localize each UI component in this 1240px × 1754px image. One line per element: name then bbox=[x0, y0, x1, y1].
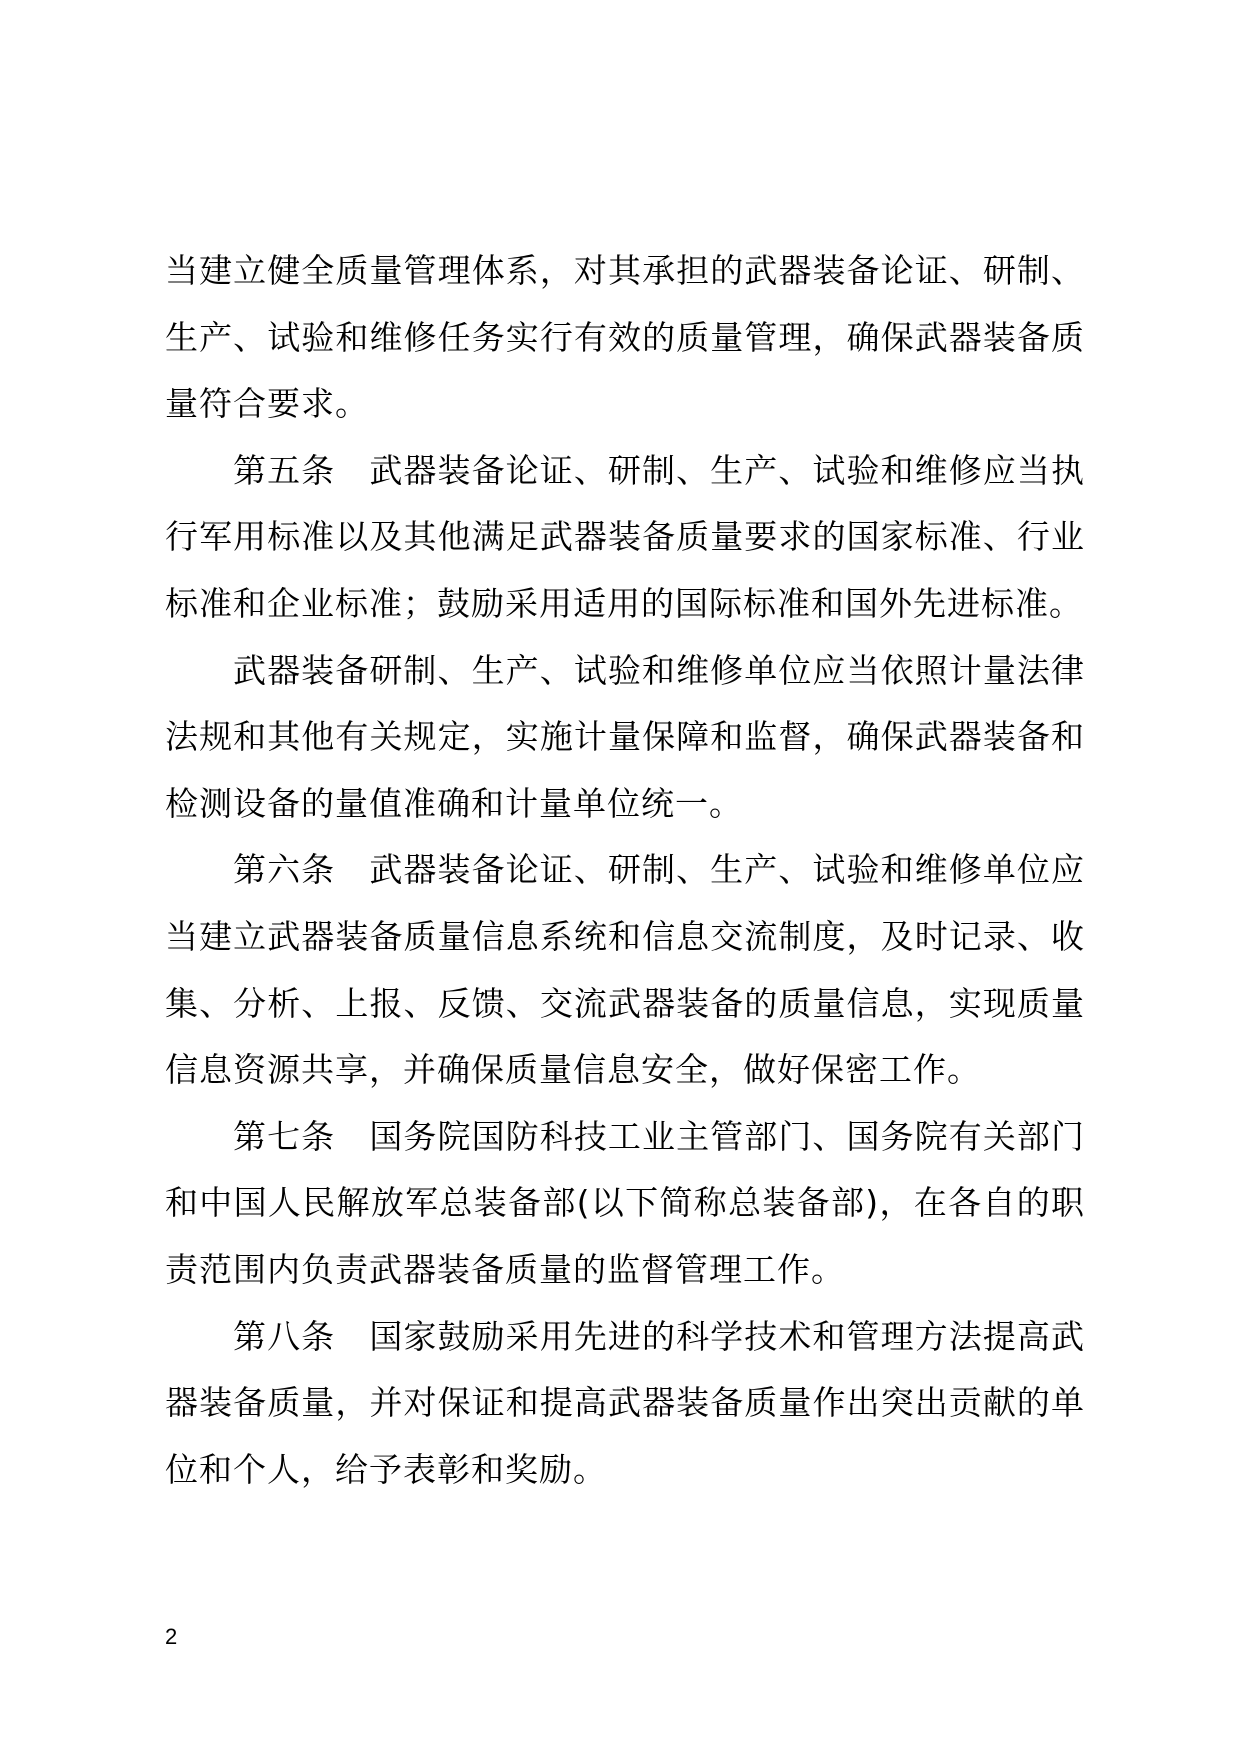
paragraph-article-8: 第八条 国家鼓励采用先进的科学技术和管理方法提高武器装备质量，并对保证和提高武器装备质量作出突出贡献的单位和个人，给予表彰和奖励。 bbox=[165, 1316, 1085, 1489]
paragraph-article-5: 第五条 武器装备论证、研制、生产、试验和维修应当执行军用标准以及其他满足武器装备质量要求的国家标准、行业标准和企业标准；鼓励采用适用的国际标准和国外先进标准。 bbox=[165, 450, 1085, 623]
paragraph-article-6: 第六条 武器装备论证、研制、生产、试验和维修单位应当建立武器装备质量信息系统和信息交流制度，及时记录、收集、分析、上报、反馈、交流武器装备的质量信息，实现质量信息资源共享，并确保质量信息安全，做好保密工作。 bbox=[165, 850, 1085, 1090]
paragraph-continuation: 当建立健全质量管理体系，对其承担的武器装备论证、研制、生产、试验和维修任务实行有效的质量管理，确保武器装备质量符合要求。 bbox=[165, 251, 1085, 424]
document-body bbox=[165, 238, 1085, 1503]
paragraph-metrology: 武器装备研制、生产、试验和维修单位应当依照计量法律法规和其他有关规定，实施计量保障和监督，确保武器装备和检测设备的量值准确和计量单位统一。 bbox=[165, 650, 1085, 823]
page-number: 2 bbox=[165, 1624, 178, 1649]
paragraph-article-7: 第七条 国务院国防科技工业主管部门、国务院有关部门和中国人民解放军总装备部(以下简称总装备部)，在各自的职责范围内负责武器装备质量的监督管理工作。 bbox=[165, 1116, 1085, 1289]
